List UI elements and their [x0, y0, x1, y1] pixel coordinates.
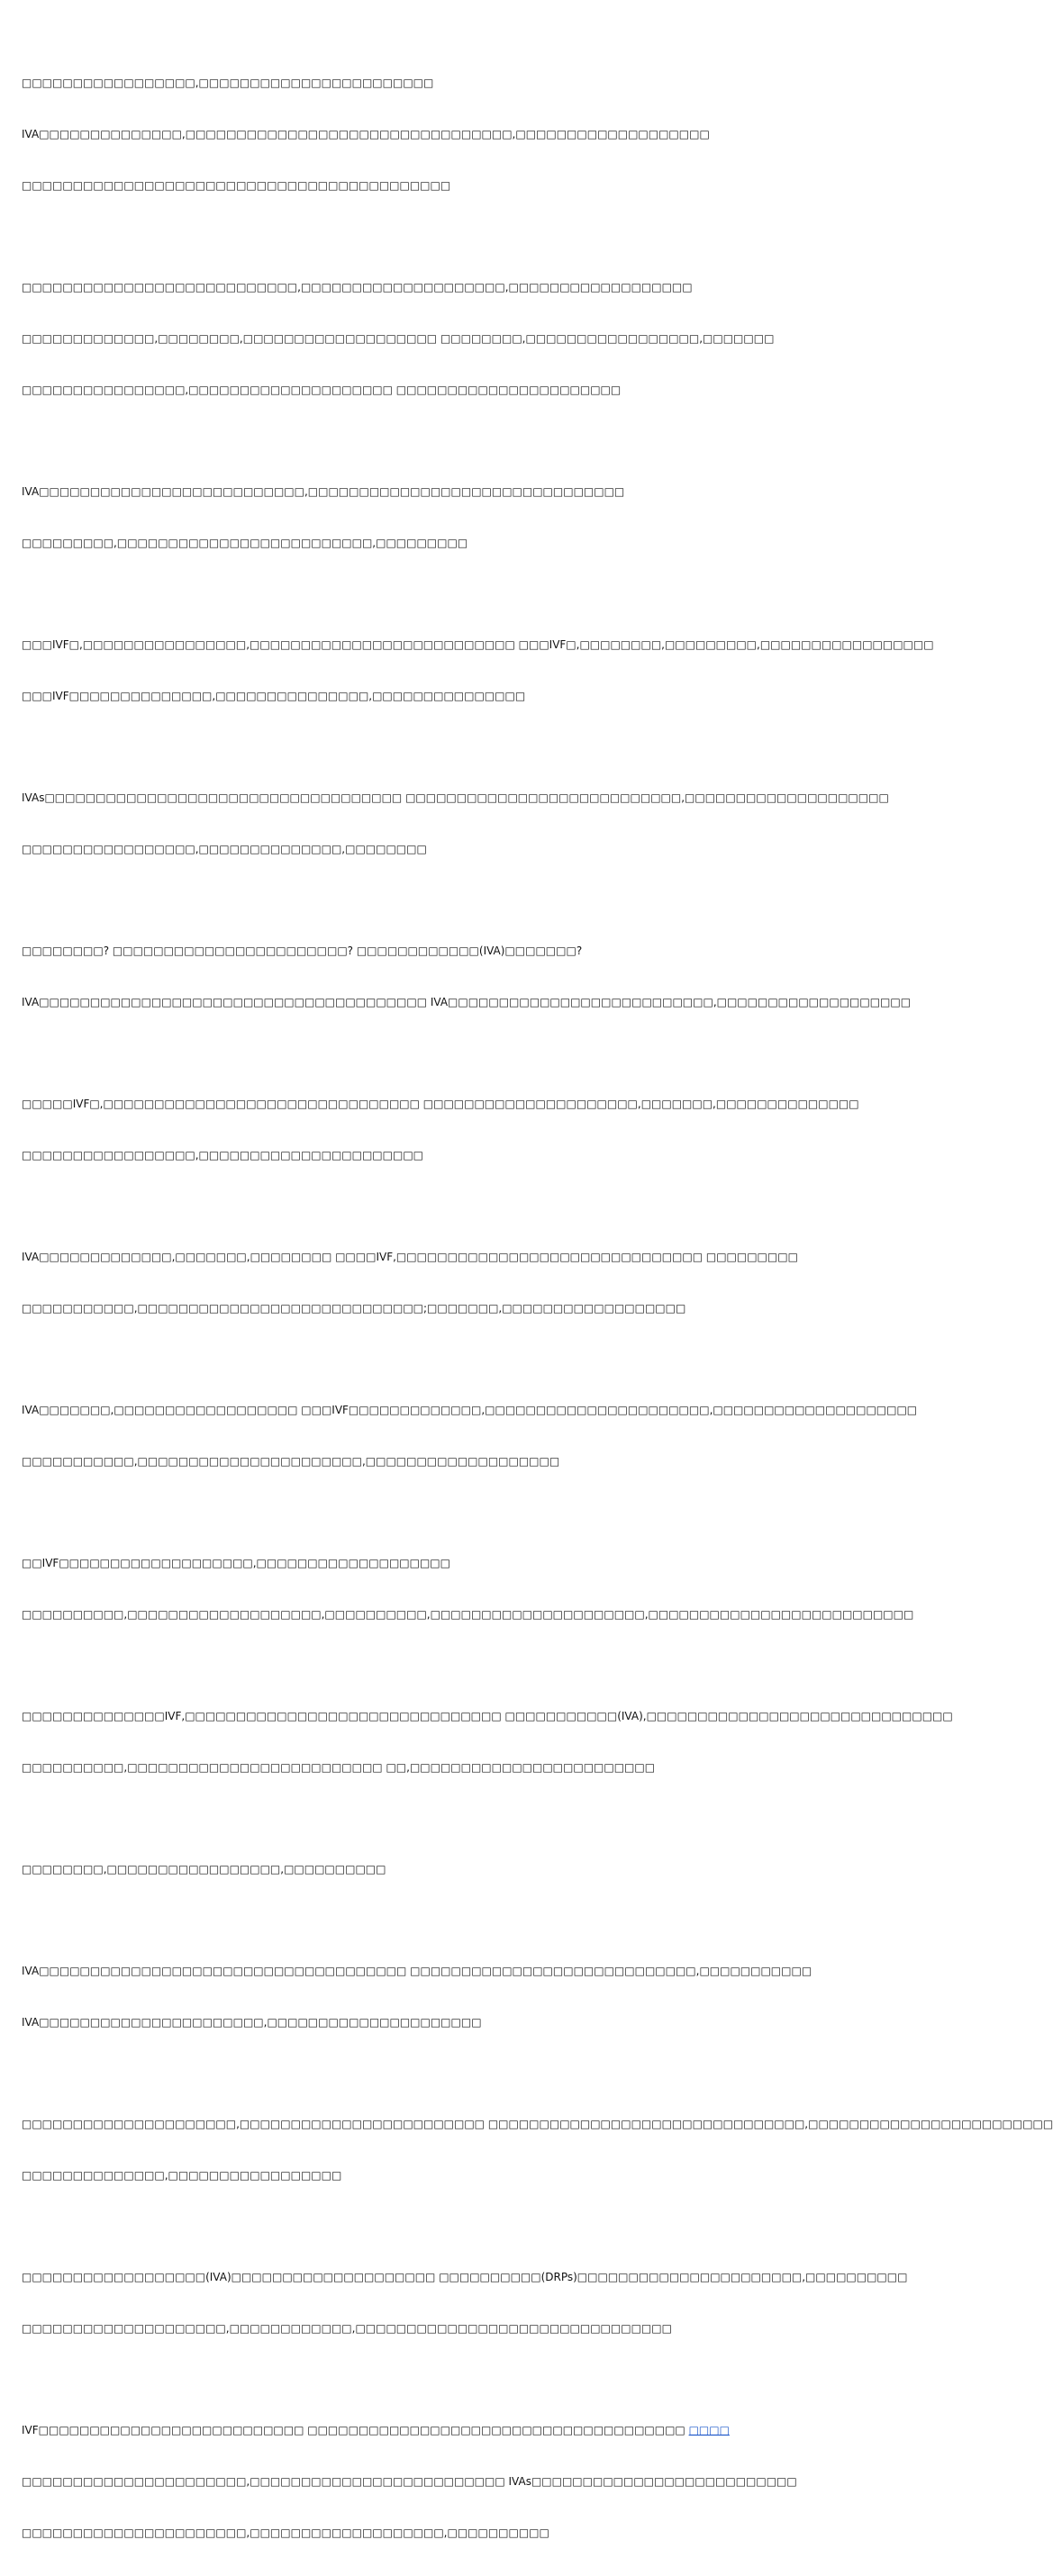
paragraph: [22, 2235, 908, 2372]
text-line: □□□□□□□□□□,□□□□□□□□□□□□□□□□□□□□□□□□□ □□,□□□□□□□□□□□□□□□□□□□□□□□□: [22, 1761, 656, 1774]
text-line: □□□□□□□□□□□□□□□□□□□□,□□□□□□□□□□□□,□□□□□□□□□□□□□□□□□□□□□□□□□□□□□□□: [22, 2322, 672, 2335]
paragraph: [22, 2388, 797, 2576]
text-line: □□□□□□□□□□□□□,□□□□□□□□,□□□□□□□□□□□□□□□□□□□ □□□□□□□□,□□□□□□□□□□□□□□□□□,□□□□□□□: [22, 332, 775, 345]
paragraph: [22, 1929, 812, 2065]
text-line: □□□□□□□□□□□□□□□□□,□□□□□□□□□□□□□□,□□□□□□□□: [22, 843, 427, 855]
text-line: IVA□□□□□□□□□□□□□□□□□□□□□□,□□□□□□□□□□□□□□□□□□□□□: [22, 2016, 482, 2029]
text-line: □□□□□□□□□□□□□□,□□□□□□□□□□□□□□□□□: [22, 2169, 342, 2182]
paragraph: [22, 1062, 859, 1198]
text-line: □□□IVF□□□□□□□□□□□□□□,□□□□□□□□□□□□□□□,□□□□□□□□□□□□□□□: [22, 690, 526, 702]
paragraph: [22, 2082, 1053, 2219]
text-line: IVA□□□□□□□□□□□□□□□□□□□□□□□□□□,□□□□□□□□□□□□□□□□□□□□□□□□□□□□□□□: [22, 485, 625, 498]
text-line: IVA□□□□□□□□□□□□□□□□□□□□□□□□□□□□□□□□□□□□ □□□□□□□□□□□□□□□□□□□□□□□□□□□□,□□□□□□□□□□□: [22, 1965, 812, 1977]
text-line: IVA□□□□□□□,□□□□□□□□□□□□□□□□□□ □□□IVF□□□□□□□□□□□□□,□□□□□□□□□□□□□□□□□□□□□□,□□□□□□□□□□□□□□□□□□□□: [22, 1404, 918, 1416]
text-line: □□□□□□□□? □□□□□□□□□□□□□□□□□□□□□□□? □□□□□□□□□□□□(IVA)□□□□□□□?: [22, 945, 583, 957]
paragraph: [22, 908, 912, 1045]
paragraph: [22, 755, 889, 892]
text-line: □□□□□□□□□□,□□□□□□□□□□□□□□□□□□□,□□□□□□□□□□,□□□□□□□□□□□□□□□□□□□□□,□□□□□□□□□□□□□□□□□□□□□□□□□□: [22, 1608, 914, 1621]
paragraph: [22, 602, 934, 739]
paragraph: [22, 1521, 914, 1658]
text-line: □□□□□□□□□□□□□□□□□□□□□,□□□□□□□□□□□□□□□□□□□□□□□□ □□□□□□□□□□□□□□□□□□□□□□□□□□□□□□□,□□□□□□□□□□□□□□□□□□□□□□□□: [22, 2118, 1053, 2130]
text-line: □□□□□□□□□□□□□□□□,□□□□□□□□□□□□□□□□□□□□ □□□□□□□□□□□□□□□□□□□□□□: [22, 384, 622, 396]
text-line: □□□□□□□□□□□□□□□□□□□□□□□□□□□□□□□□□□□□□□□□□□: [22, 179, 451, 192]
text-line-content: IVF□□□□□□□□□□□□□□□□□□□□□□□□□□ □□□□□□□□□□□□□□□□□□□□□□□□□□□□□□□□□□□□□: [22, 2424, 689, 2436]
text-line: □□□□□□□□□□□,□□□□□□□□□□□□□□□□□□□□□□,□□□□□□□□□□□□□□□□□□□: [22, 1455, 560, 1468]
paragraph: [22, 1827, 631, 1912]
text-line: □□□□□□□□□□□□□□IVF,□□□□□□□□□□□□□□□□□□□□□□□□□□□□□□□ □□□□□□□□□□□(IVA),□□□□□□□□□□□□□□□□□□□□□□□□□□□□□□: [22, 1710, 953, 1722]
text-line: □□□□□□□□□□□□□□□□□,□□□□□□□□□□□□□□□□□□□□□□: [22, 1149, 423, 1161]
paragraph: [22, 449, 631, 586]
text-line: □□□□□□□□□□□,□□□□□□□□□□□□□□□□□□□□□□□□□□□□;□□□□□□□,□□□□□□□□□□□□□□□□□□: [22, 1302, 686, 1315]
text-line: □□□IVF□,□□□□□□□□□□□□□□□□,□□□□□□□□□□□□□□□□□□□□□□□□□□ □□□IVF□,□□□□□□□□,□□□□□□□□□,□□□□□□□□□□□□□□□□□: [22, 638, 934, 651]
text-line: IVA□□□□□□□□□□□□□□,□□□□□□□□□□□□□□□□□□□□□□□□□□□□□□□□,□□□□□□□□□□□□□□□□□□□: [22, 128, 710, 140]
text-line: [22, 2422, 730, 2439]
paragraph: [22, 1368, 918, 1505]
text-line: □□□□□□□□□□□□□□□□□,□□□□□□□□□□□□□□□□□□□□□□□: [22, 77, 434, 89]
text-line: □□□□□□□□□□□□□□□□□□□□□□,□□□□□□□□□□□□□□□□□□□,□□□□□□□□□□: [22, 2526, 549, 2539]
text-line: IVA□□□□□□□□□□□□□,□□□□□□□,□□□□□□□□ □□□□IVF,□□□□□□□□□□□□□□□□□□□□□□□□□□□□□□ □□□□□□□□□: [22, 1251, 798, 1263]
paragraph: [22, 1215, 798, 1351]
text-line: □□□□□□□□,□□□□□□□□□□□□□□□□□,□□□□□□□□□□: [22, 1863, 386, 1876]
text-line: □□□□□□□□□,□□□□□□□□□□□□□□□□□□□□□□□□□,□□□□□□□□□: [22, 537, 468, 549]
text-line: □□□□□IVF□,□□□□□□□□□□□□□□□□□□□□□□□□□□□□□□□ □□□□□□□□□□□□□□□□□□□□□,□□□□□□□,□□□□□□□□□□□□□□: [22, 1098, 859, 1110]
text-line: □□IVF□□□□□□□□□□□□□□□□□□□,□□□□□□□□□□□□□□□□□□□: [22, 1557, 450, 1569]
text-line: □□□□□□□□□□□□□□□□□□□□□□□□□□□,□□□□□□□□□□□□□□□□□□□□,□□□□□□□□□□□□□□□□□□: [22, 281, 693, 294]
inline-link[interactable]: □□□□: [688, 2424, 730, 2436]
text-line: IVAs□□□□□□□□□□□□□□□□□□□□□□□□□□□□□□□□□□□ □□□□□□□□□□□□□□□□□□□□□□□□□□□,□□□□□□□□□□□□□□□□□□□□: [22, 791, 889, 804]
text-line: IVA□□□□□□□□□□□□□□□□□□□□□□□□□□□□□□□□□□□□□□ IVA□□□□□□□□□□□□□□□□□□□□□□□□□□,□□□□□□□□□□□□□□□□□□□: [22, 996, 912, 1008]
paragraph: [22, 245, 775, 433]
text-line: □□□□□□□□□□□□□□□□□□□□□□,□□□□□□□□□□□□□□□□□□□□□□□□□ IVAs□□□□□□□□□□□□□□□□□□□□□□□□□□: [22, 2475, 797, 2488]
text-line: □□□□□□□□□□□□□□□□□□(IVA)□□□□□□□□□□□□□□□□□□□□ □□□□□□□□□□(DRPs)□□□□□□□□□□□□□□□□□□□□□□,□□□□□□□□□□: [22, 2271, 908, 2283]
paragraph: [22, 41, 710, 229]
paragraph: [22, 1674, 953, 1811]
